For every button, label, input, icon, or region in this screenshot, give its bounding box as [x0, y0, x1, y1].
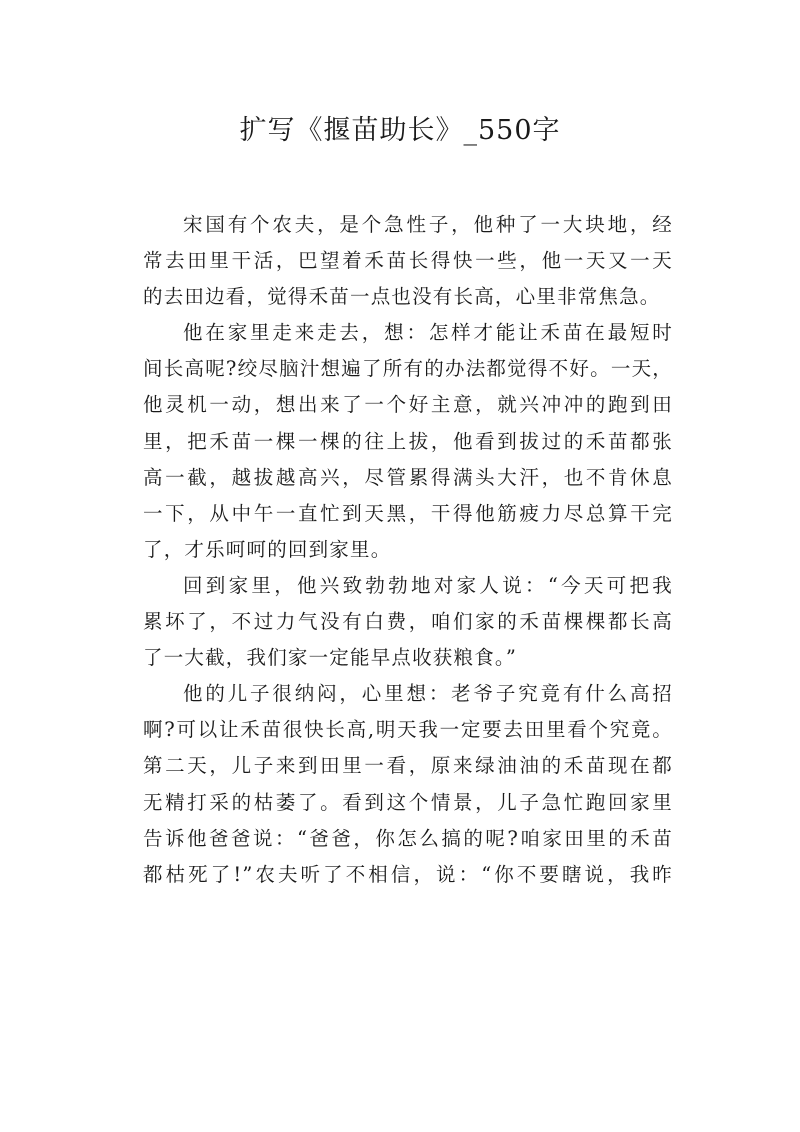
text-line: 里，把禾苗一棵一棵的往上拔，他看到拔过的禾苗都张: [143, 429, 673, 453]
text-line: 宋国有个农夫，是个急性子，他种了一大块地，经: [183, 213, 673, 236]
text-line: 一下，从中午一直忙到天黑，干得他筋疲力尽总算干完: [143, 501, 673, 525]
text-line: 的去田边看，觉得禾苗一点也没有长高，心里非常焦急。: [143, 285, 661, 309]
text-line: 了一大截，我们家一定能早点收获粮食。”: [143, 646, 518, 670]
text-line: 啊?可以让禾苗很快长高,明天我一定要去田里看个究竟。: [143, 718, 673, 742]
text-line: 回到家里，他兴致勃勃地对家人说：“今天可把我: [183, 573, 673, 597]
text-line: 累坏了，不过力气没有白费，咱们家的禾苗棵棵都长高: [143, 610, 673, 634]
text-line: 了，才乐呵呵的回到家里。: [143, 537, 392, 561]
text-line: 高一截，越拔越高兴，尽管累得满头大汗，也不肯休息: [143, 465, 673, 489]
document-title: 扩写《揠苗助长》_550字: [239, 115, 561, 146]
text-line: 间长高呢?绞尽脑汁想遍了所有的办法都觉得不好。一天，: [143, 357, 673, 381]
document-body: [143, 207, 673, 893]
text-line: 告诉他爸爸说：“爸爸，你怎么搞的呢?咱家田里的禾苗: [143, 826, 673, 850]
text-line: 他的儿子很纳闷，心里想：老爷子究竟有什么高招: [183, 682, 673, 706]
text-line: 无精打采的枯萎了。看到这个情景，儿子急忙跑回家里: [143, 790, 673, 814]
text-line: 常去田里干活，巴望着禾苗长得快一些，他一天又一天: [143, 249, 673, 273]
text-line: 都枯死了!”农夫听了不相信，说：“你不要瞎说，我昨: [143, 862, 673, 886]
text-line: 第二天，儿子来到田里一看，原来绿油油的禾苗现在都: [143, 754, 673, 778]
text-line: 他灵机一动，想出来了一个好主意，就兴冲冲的跑到田: [143, 393, 673, 417]
text-line: 他在家里走来走去，想：怎样才能让禾苗在最短时: [183, 321, 673, 345]
